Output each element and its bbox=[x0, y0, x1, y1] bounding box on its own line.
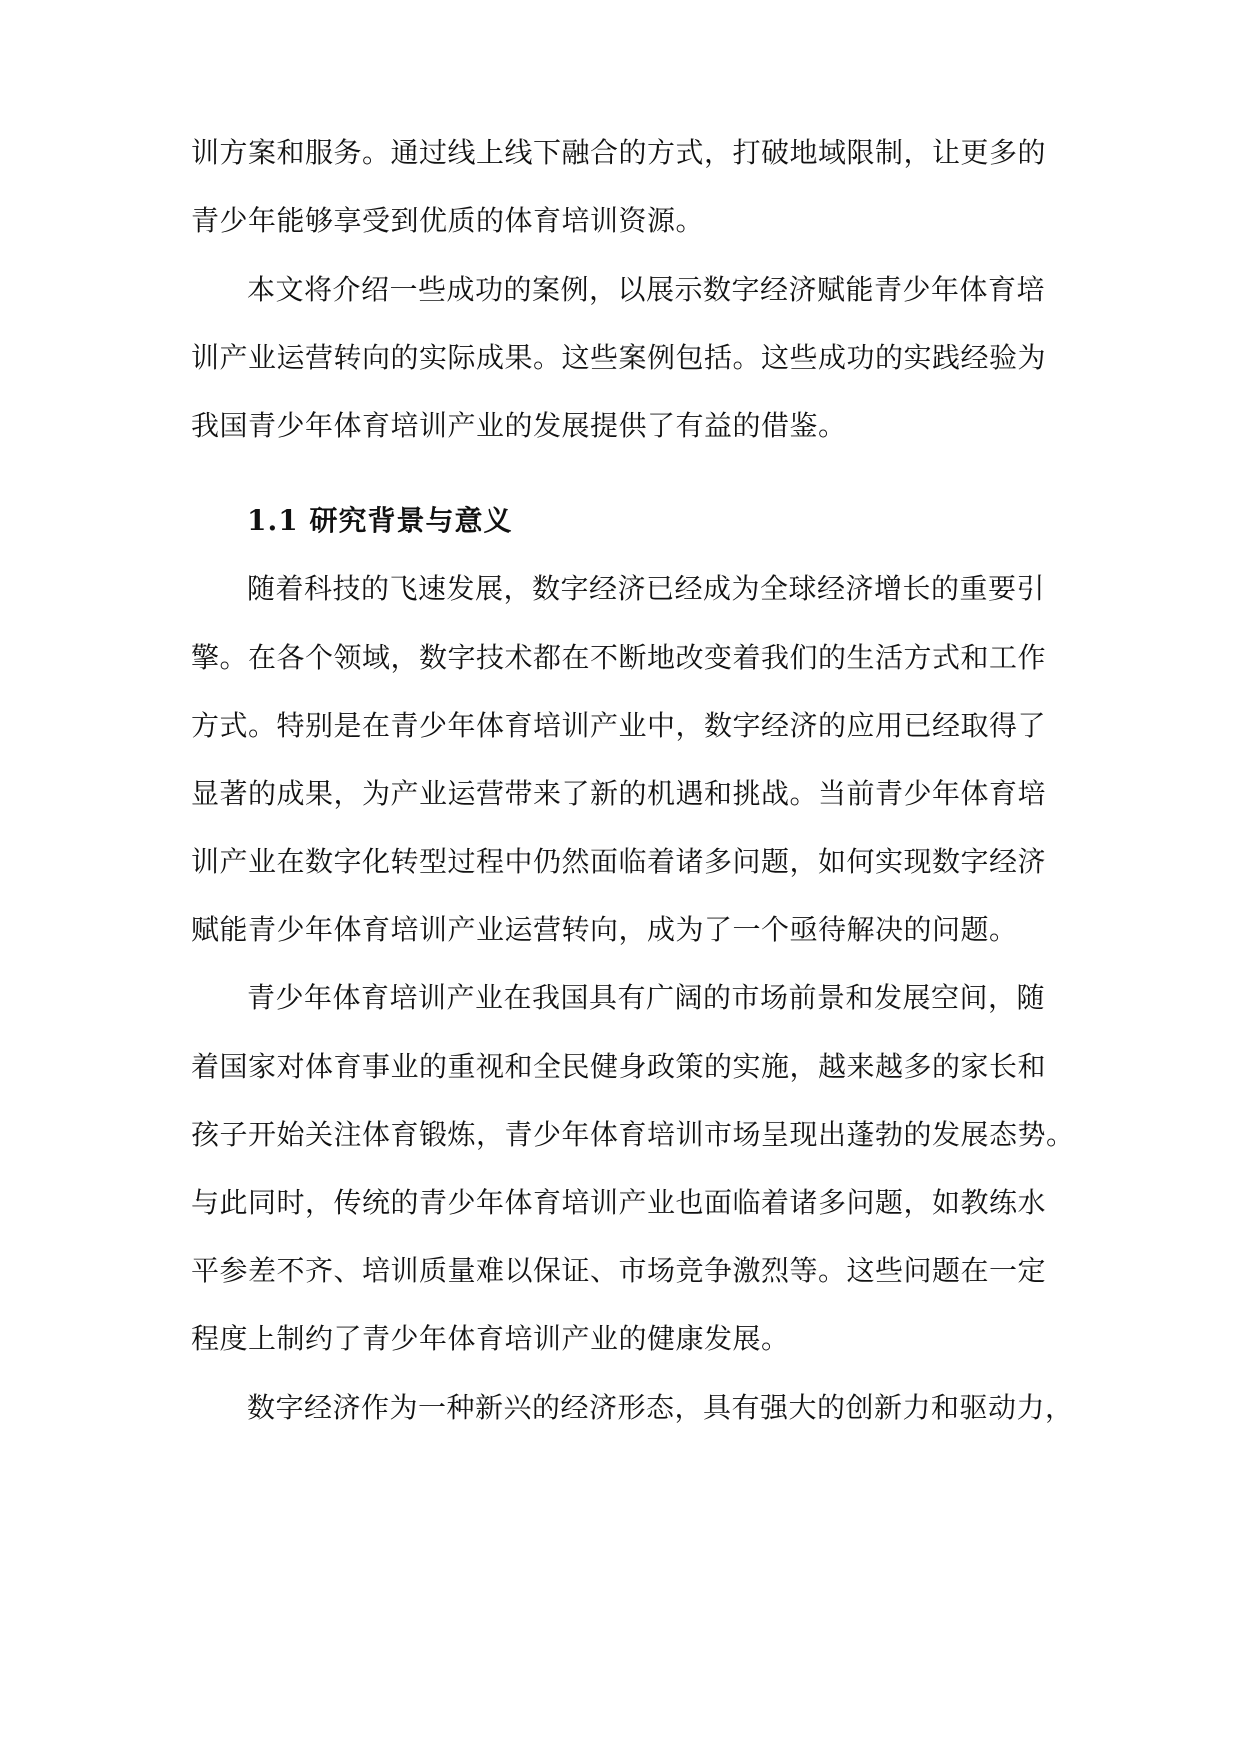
paragraph-line: 青少年体育培训产业在我国具有广阔的市场前景和发展空间，随 bbox=[247, 981, 1046, 1014]
paragraph-line: 青少年能够享受到优质的体育培训资源。 bbox=[191, 204, 705, 237]
paragraph-line: 着国家对体育事业的重视和全民健身政策的实施，越来越多的家长和 bbox=[191, 1050, 1047, 1083]
paragraph-line: 擎。在各个领域，数字技术都在不断地改变着我们的生活方式和工作 bbox=[191, 641, 1047, 674]
paragraph-line: 显著的成果，为产业运营带来了新的机遇和挑战。当前青少年体育培 bbox=[191, 777, 1047, 810]
paragraph-line: 随着科技的飞速发展，数字经济已经成为全球经济增长的重要引 bbox=[247, 572, 1046, 605]
paragraph-line: 赋能青少年体育培训产业运营转向，成为了一个亟待解决的问题。 bbox=[191, 913, 1018, 946]
paragraph-line: 方式。特别是在青少年体育培训产业中，数字经济的应用已经取得了 bbox=[191, 709, 1047, 742]
paragraph-line: 孩子开始关注体育锻炼，青少年体育培训市场呈现出蓬勃的发展态势。 bbox=[191, 1118, 1075, 1151]
paragraph-line: 程度上制约了青少年体育培训产业的健康发展。 bbox=[191, 1322, 790, 1355]
paragraph-line: 训方案和服务。通过线上线下融合的方式，打破地域限制，让更多的 bbox=[191, 136, 1047, 169]
paragraph-line: 训产业在数字化转型过程中仍然面临着诸多问题，如何实现数字经济 bbox=[191, 845, 1047, 878]
section-heading: 1.1 研究背景与意义 bbox=[247, 504, 513, 537]
paragraph-line: 数字经济作为一种新兴的经济形态，具有强大的创新力和驱动力， bbox=[247, 1391, 1074, 1424]
paragraph-line: 与此同时，传统的青少年体育培训产业也面临着诸多问题，如教练水 bbox=[191, 1186, 1047, 1219]
paragraph-line: 训产业运营转向的实际成果。这些案例包括。这些成功的实践经验为 bbox=[191, 341, 1047, 374]
paragraph-line: 本文将介绍一些成功的案例，以展示数字经济赋能青少年体育培 bbox=[247, 273, 1046, 306]
paragraph-line: 我国青少年体育培训产业的发展提供了有益的借鉴。 bbox=[191, 409, 847, 442]
paragraph-line: 平参差不齐、培训质量难以保证、市场竞争激烈等。这些问题在一定 bbox=[191, 1254, 1047, 1287]
